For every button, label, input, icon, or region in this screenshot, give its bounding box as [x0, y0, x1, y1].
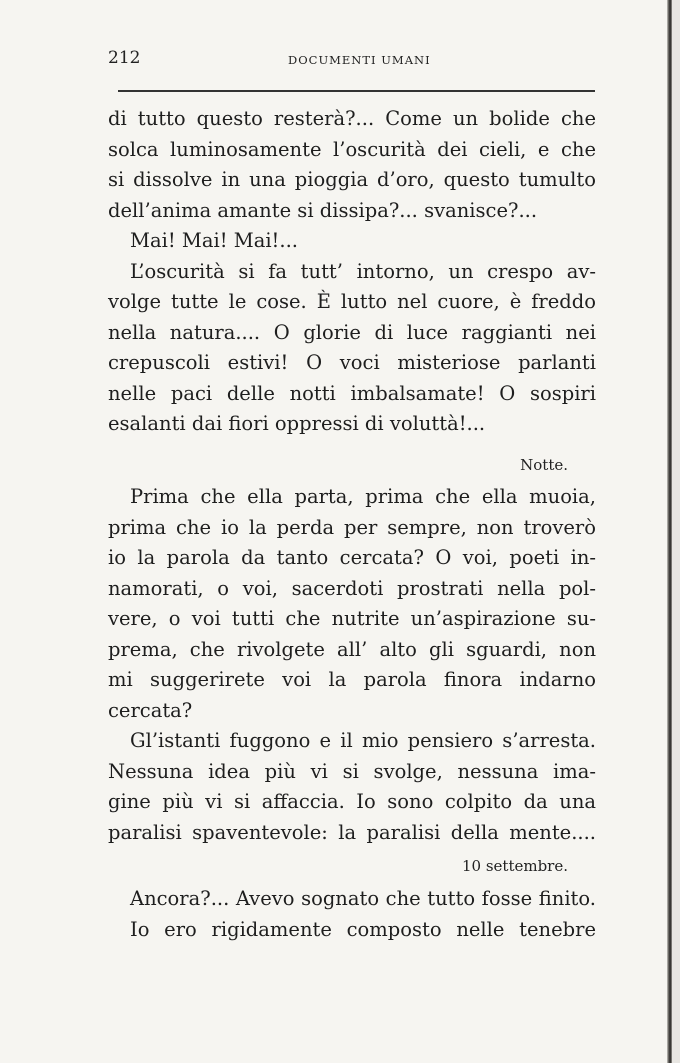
text-line: di tutto questo resterà?... Come un bolide che [108, 107, 596, 130]
text-line: nella natura.... O glorie di luce raggianti nei [108, 320, 596, 344]
text-line: Nessuna idea più vi si svolge, nessuna ima- [108, 759, 596, 783]
text-line: Gl’istanti fuggono e il mio pensiero s’arresta. [130, 729, 596, 752]
section-2-text [108, 482, 596, 848]
text-line: mi suggerirete voi la parola finora indarno [108, 668, 596, 691]
text-line: L’oscurità si fa tutt’ intorno, un crespo av- [130, 259, 596, 283]
text-line: Io ero rigidamente composto nelle tenebre [130, 917, 596, 941]
text-line: volge tutte le cose. È lutto nel cuore, è freddo [108, 290, 596, 313]
text-line: Mai! Mai! Mai!... [130, 229, 298, 252]
dateline-settembre: 10 settembre. [461, 857, 568, 875]
text-line: vere, o voi tutti che nutrite un’aspirazione su- [108, 607, 596, 630]
text-line: Ancora?... Avevo sognato che tutto fosse finito. [130, 887, 596, 910]
dateline-notte: Notte. [520, 456, 568, 474]
text-line: gine più vi si affaccia. Io sono colpito da una [108, 790, 596, 813]
text-line: namorati, o voi, sacerdoti prostrati nella pol- [108, 576, 596, 600]
section-3-text [108, 884, 596, 945]
text-line: paralisi spaventevole: la paralisi della mente.... [108, 820, 596, 844]
text-line: esalanti dai fiori oppressi di voluttà!... [108, 412, 486, 435]
text-line: Prima che ella parta, prima che ella muoia, [130, 485, 596, 508]
text-line: dell’anima amante si dissipa?... svanisce?... [108, 198, 538, 222]
text-line: prema, che rivolgete all’ alto gli sguardi, non [108, 637, 596, 661]
header-rule [118, 90, 595, 92]
section-1-text [108, 104, 596, 440]
text-line: nelle paci delle notti imbalsamate! O sospiri [108, 381, 596, 405]
running-title: DOCUMENTI UMANI [288, 53, 431, 67]
text-line: io la parola da tanto cercata? O voi, poeti in- [108, 546, 596, 569]
text-line: solca luminosamente l’oscurità dei cieli, e che [108, 137, 596, 161]
page-number: 212 [108, 48, 141, 68]
text-line: prima che io la perda per sempre, non troverò [108, 515, 596, 539]
text-line: cercata? [108, 698, 193, 722]
text-line: crepuscoli estivi! O voci misteriose parlanti [108, 351, 596, 374]
text-line: si dissolve in una pioggia d’oro, questo tumulto [108, 168, 596, 191]
page-edge-margin [672, 0, 680, 1063]
page-header [108, 44, 595, 72]
